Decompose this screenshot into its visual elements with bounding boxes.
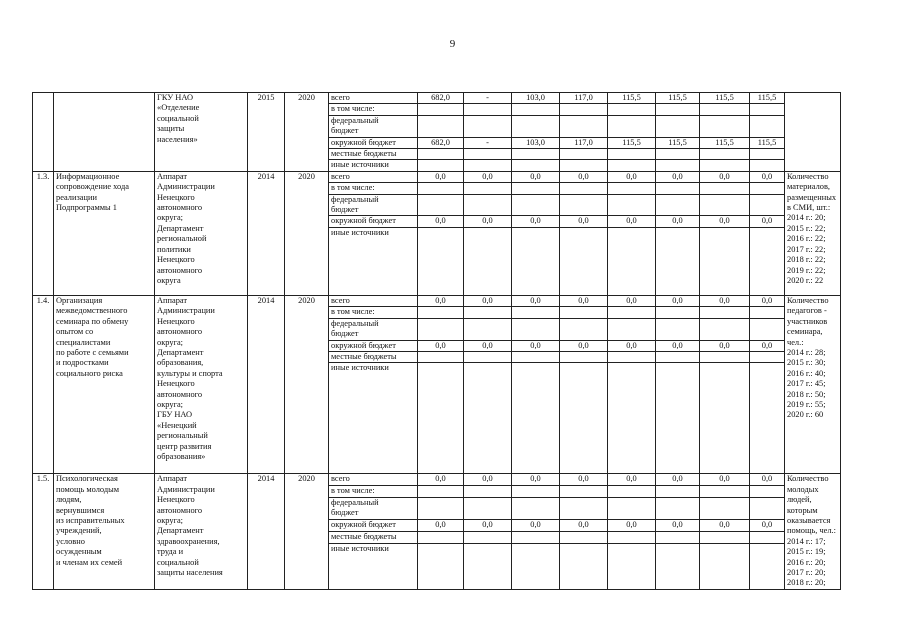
funding-value [750,227,785,295]
funding-value: 0,0 [464,171,512,182]
funding-source-label: в том числе: [329,486,418,498]
activity-name [54,93,155,172]
funding-value [750,486,785,498]
table-row [33,171,841,182]
funding-value: 0,0 [418,216,464,227]
funding-value [700,104,750,115]
funding-value [464,307,512,318]
funding-value [512,104,560,115]
row-number: 1.3. [33,171,54,295]
funding-value: 0,0 [418,520,464,532]
funding-value [418,497,464,519]
funding-source-label: окружной бюджет [329,340,418,351]
funding-value [608,183,656,194]
funding-value [750,351,785,362]
funding-value [750,194,785,216]
funding-value [560,363,608,474]
funding-value [418,486,464,498]
funding-value [464,351,512,362]
funding-value [418,227,464,295]
funding-value [464,318,512,340]
funding-value [656,543,700,589]
funding-value: 0,0 [560,171,608,182]
funding-value [560,104,608,115]
funding-value [700,149,750,160]
result-indicator [785,93,841,172]
funding-value: 0,0 [750,295,785,306]
funding-value: 0,0 [418,340,464,351]
funding-source-label: местные бюджеты [329,149,418,160]
funding-value [656,363,700,474]
funding-source-label: иные источники [329,160,418,171]
funding-value [464,104,512,115]
funding-source-label: всего [329,93,418,104]
funding-source-label: иные источники [329,227,418,295]
funding-value [700,160,750,171]
funding-value [418,531,464,543]
funding-source-label: иные источники [329,363,418,474]
funding-value: 0,0 [560,520,608,532]
funding-value: 0,0 [700,295,750,306]
funding-value [560,227,608,295]
funding-value: 0,0 [700,520,750,532]
funding-value: 0,0 [750,216,785,227]
funding-value [700,351,750,362]
executor-cell: Аппарат Администрации Ненецкого автономного округа; Департамент здравоохранения, труда и социальной защиты населения [155,474,248,589]
funding-value [608,115,656,137]
funding-value [750,160,785,171]
funding-value [700,307,750,318]
executor-cell: Аппарат Администрации Ненецкого автономного округа; Департамент региональной политики Ненецкого автономного округа [155,171,248,295]
funding-value [512,497,560,519]
funding-value [656,531,700,543]
funding-value: 115,5 [608,93,656,104]
funding-value [512,543,560,589]
funding-value [418,351,464,362]
funding-value [750,149,785,160]
end-year: 2020 [285,93,329,172]
funding-value [418,363,464,474]
page-number: 9 [449,38,456,50]
funding-value [656,115,700,137]
funding-source-label: в том числе: [329,183,418,194]
funding-value [418,160,464,171]
funding-value: 103,0 [512,93,560,104]
funding-value: 0,0 [560,295,608,306]
funding-value: 0,0 [750,340,785,351]
funding-value: 103,0 [512,137,560,148]
activity-name: Психологическая помощь молодым людям, вернувшимся из исправительных учреждений, условно осужденным и членам их семей [54,474,155,589]
funding-value: 0,0 [656,216,700,227]
funding-value [512,318,560,340]
funding-value [512,363,560,474]
funding-value [608,227,656,295]
funding-value: 0,0 [656,295,700,306]
funding-value [700,363,750,474]
funding-value: 0,0 [512,340,560,351]
funding-value [656,497,700,519]
start-year: 2014 [248,474,285,589]
funding-source-label: всего [329,171,418,182]
funding-value [656,351,700,362]
funding-value [656,104,700,115]
funding-value: 0,0 [656,520,700,532]
funding-value [560,351,608,362]
funding-value [608,194,656,216]
funding-source-label: федеральный бюджет [329,115,418,137]
funding-value [750,318,785,340]
funding-value: 0,0 [512,474,560,486]
funding-value: 115,5 [608,137,656,148]
funding-source-label: всего [329,295,418,306]
funding-value [418,318,464,340]
funding-value: 0,0 [418,474,464,486]
funding-value: 0,0 [608,216,656,227]
funding-value: 0,0 [560,216,608,227]
end-year: 2020 [285,171,329,295]
row-number: 1.5. [33,474,54,589]
result-indicator: Количество материалов, размещенных в СМИ, шт.: 2014 г.: 20; 2015 г.: 22; 2016 г.: 22; 2017 г.: 22; 2018 г.: 22; 2019 г.: 22; 2020 г.: 22 [785,171,841,295]
funding-value: - [464,137,512,148]
result-indicator: Количество молодых людей, которым оказывается помощь, чел.: 2014 г.: 17; 2015 г.: 19; 2016 г.: 20; 2017 г.: 20; 2018 г.: 20; [785,474,841,589]
funding-value [700,486,750,498]
funding-value [608,497,656,519]
funding-value [700,194,750,216]
funding-value [560,543,608,589]
funding-value [464,543,512,589]
funding-value [700,183,750,194]
funding-value [560,183,608,194]
funding-value: 0,0 [700,171,750,182]
funding-value [656,486,700,498]
funding-value: 0,0 [512,216,560,227]
funding-value [560,497,608,519]
funding-value [464,531,512,543]
funding-value: 0,0 [560,474,608,486]
funding-value [512,194,560,216]
funding-value [560,115,608,137]
funding-source-label: в том числе: [329,307,418,318]
funding-value [560,318,608,340]
funding-value [512,531,560,543]
funding-value [608,318,656,340]
funding-value [656,183,700,194]
funding-value [464,497,512,519]
funding-value: 0,0 [608,295,656,306]
funding-value [512,149,560,160]
funding-source-label: иные источники [329,543,418,589]
funding-value: 0,0 [464,474,512,486]
funding-value [608,486,656,498]
funding-value [750,104,785,115]
funding-value [560,194,608,216]
funding-value [656,307,700,318]
funding-value [418,307,464,318]
funding-value [418,115,464,137]
funding-value [608,543,656,589]
funding-value [418,104,464,115]
funding-source-label: окружной бюджет [329,137,418,148]
funding-value: 115,5 [656,93,700,104]
funding-value [750,363,785,474]
funding-value: 0,0 [750,520,785,532]
funding-value: 0,0 [418,295,464,306]
funding-value [464,160,512,171]
funding-value [464,486,512,498]
funding-source-label: всего [329,474,418,486]
funding-source-label: федеральный бюджет [329,194,418,216]
funding-value [608,307,656,318]
row-number [33,93,54,172]
funding-value [700,497,750,519]
funding-source-label: федеральный бюджет [329,497,418,519]
funding-value [464,363,512,474]
funding-value [750,115,785,137]
funding-value [656,227,700,295]
funding-value: 0,0 [464,340,512,351]
funding-value: 682,0 [418,137,464,148]
funding-value [656,149,700,160]
funding-value: 0,0 [656,171,700,182]
funding-value [608,363,656,474]
funding-value [512,307,560,318]
funding-value: 0,0 [464,520,512,532]
funding-value: 115,5 [750,137,785,148]
result-indicator: Количество педагогов - участников семинара, чел.: 2014 г.: 28; 2015 г.: 30; 2016 г.: 40; 2017 г.: 45; 2018 г.: 50; 2019 г.: 55; 2020 г.: 60 [785,295,841,473]
funding-value: 0,0 [656,474,700,486]
table-row [33,474,841,486]
funding-value: 117,0 [560,137,608,148]
funding-source-label: в том числе: [329,104,418,115]
funding-value [700,318,750,340]
funding-value [464,115,512,137]
funding-value: 682,0 [418,93,464,104]
funding-source-label: окружной бюджет [329,520,418,532]
funding-value: 115,5 [700,93,750,104]
funding-value: 0,0 [512,520,560,532]
program-activities-table [32,92,841,590]
executor-cell: Аппарат Администрации Ненецкого автономного округа; Департамент образования, культуры и спорта Ненецкого автономного округа; ГБУ НАО «Ненецкий региональный центр развития образования» [155,295,248,473]
funding-value [418,543,464,589]
start-year: 2014 [248,171,285,295]
funding-value [512,115,560,137]
funding-value: 0,0 [608,340,656,351]
activity-name: Организация межведомственного семинара по обмену опытом со специалистами по работе с семьями и подростками социального риска [54,295,155,473]
funding-value: 0,0 [750,171,785,182]
funding-value [608,351,656,362]
funding-value [608,149,656,160]
table-row [33,93,841,104]
table-body [33,93,841,590]
funding-value [512,183,560,194]
funding-value: 0,0 [464,216,512,227]
funding-value: - [464,93,512,104]
activity-name: Информационное сопровождение хода реализации Подпрограммы 1 [54,171,155,295]
end-year: 2020 [285,295,329,473]
funding-value [750,183,785,194]
funding-value [512,160,560,171]
funding-source-label: местные бюджеты [329,351,418,362]
funding-value [700,531,750,543]
funding-source-label: федеральный бюджет [329,318,418,340]
funding-value [560,149,608,160]
row-number: 1.4. [33,295,54,473]
funding-value [464,149,512,160]
funding-value: 0,0 [608,520,656,532]
funding-value [750,531,785,543]
funding-value [464,183,512,194]
funding-value [608,531,656,543]
funding-value: 0,0 [608,171,656,182]
funding-value [750,543,785,589]
funding-value [512,227,560,295]
funding-value: 117,0 [560,93,608,104]
funding-value: 0,0 [512,171,560,182]
funding-value [512,351,560,362]
funding-value [560,486,608,498]
funding-value [700,543,750,589]
funding-value: 115,5 [750,93,785,104]
funding-value [750,497,785,519]
funding-value [418,183,464,194]
funding-value: 0,0 [512,295,560,306]
funding-value [656,194,700,216]
funding-source-label: окружной бюджет [329,216,418,227]
funding-value: 0,0 [560,340,608,351]
funding-value [608,160,656,171]
funding-value [464,194,512,216]
funding-value: 0,0 [608,474,656,486]
funding-value: 0,0 [464,295,512,306]
funding-value [418,194,464,216]
funding-value: 0,0 [418,171,464,182]
funding-value: 0,0 [700,340,750,351]
funding-value: 115,5 [656,137,700,148]
funding-value [656,318,700,340]
funding-value [464,227,512,295]
funding-value: 0,0 [750,474,785,486]
funding-value: 0,0 [656,340,700,351]
funding-value [700,227,750,295]
funding-value: 0,0 [700,216,750,227]
executor-cell: ГКУ НАО «Отделение социальной защиты населения» [155,93,248,172]
funding-value [560,307,608,318]
funding-value: 115,5 [700,137,750,148]
funding-value [750,307,785,318]
funding-value [560,531,608,543]
funding-value [418,149,464,160]
end-year: 2020 [285,474,329,589]
funding-value [656,160,700,171]
funding-source-label: местные бюджеты [329,531,418,543]
funding-value [512,486,560,498]
funding-value [560,160,608,171]
funding-value: 0,0 [700,474,750,486]
funding-value [608,104,656,115]
table-row [33,295,841,306]
start-year: 2014 [248,295,285,473]
start-year: 2015 [248,93,285,172]
funding-value [700,115,750,137]
